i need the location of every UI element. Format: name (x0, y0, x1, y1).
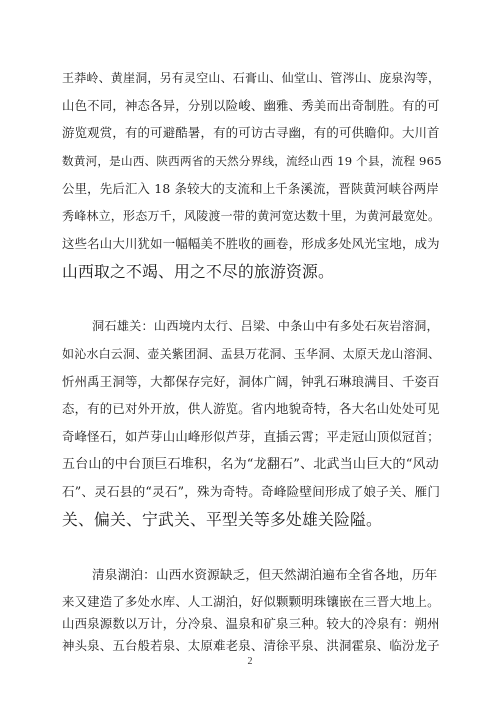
paragraph-1-line-1: 王莽岭、黄崖洞，另有灵空山、石膏山、仙堂山、管涔山、庞泉沟等， (62, 71, 441, 85)
paragraph-3-line-1: 清泉湖泊：山西水资源缺乏，但天然湖泊遍布全省各地，历年 (92, 567, 438, 582)
paragraph-1-line-4: 数黄河，是山西、陕西两省的天然分界线，流经山西 19 个县，流程 965 (62, 154, 442, 168)
paragraph-1-line-2: 山色不同，神态各异，分别以险峻、幽雅、秀美而出奇制胜。有的可 (62, 98, 440, 113)
paragraph-1-line-6: 秀峰林立，形态万千，风陵渡一带的黄河宽达数十里，为黄河最宽处。 (62, 209, 441, 223)
paragraph-2-line-1: 洞石雄关：山西境内太行、吕梁、中条山中有多处石灰岩溶洞， (92, 319, 439, 333)
paragraph-2-line-3: 忻州禹王洞等，大都保存完好，洞体广阔，钟乳石琳琅满目、千姿百 (62, 374, 440, 389)
paragraph-1-line-8: 山西取之不竭、用之不尽的旅游资源。 (62, 262, 334, 281)
paragraph-2-line-2: 如沁水白云洞、壶关紫团洞、盂县万花洞、玉华洞、太原天龙山溶洞、 (62, 347, 441, 361)
page-number: 2 (247, 656, 253, 667)
paragraph-1-line-7: 这些名山大川犹如一幅幅美不胜收的画卷，形成多处风光宝地，成为 (62, 236, 440, 251)
paragraph-3-line-3: 山西泉源数以万计，分冷泉、温泉和矿泉三种。较大的冷泉有：朔州 (62, 616, 440, 631)
paragraph-2-line-6: 五台山的中台顶巨石堆积，名为“龙翻石”、北武当山巨大的“风动 (62, 457, 439, 472)
paragraph-1-line-5: 公里，先后汇入 18 条较大的支流和上千条溪流，晋陕黄河峡谷两岸 (62, 181, 439, 196)
paragraph-2-line-7: 石”、灵石县的“灵石”，殊为奇特。奇峰险壁间形成了娘子关、雁门 (62, 484, 441, 499)
paragraph-3-line-2: 来又建造了多处水库、人工湖泊，好似颗颗明珠镶嵌在三晋大地上。 (62, 594, 440, 609)
paragraph-3-line-4: 神头泉、五台般若泉、太原难老泉、清徐平泉、洪洞霍泉、临汾龙子 (62, 638, 440, 653)
paragraph-2-line-4: 态，有的已对外开放，供人游览。省内地貌奇特，各大名山处处可见 (62, 401, 440, 416)
paragraph-2-line-8: 关、偏关、宁武关、平型关等多处雄关险隘。 (62, 510, 382, 529)
paragraph-1-line-3: 游览观赏，有的可避酷暑，有的可访古寻幽，有的可供瞻仰。大川首 (62, 125, 440, 140)
paragraph-2-line-5: 奇峰怪石，如芦芽山山峰形似芦芽，直插云霄；平走冠山顶似冠首； (62, 429, 440, 444)
